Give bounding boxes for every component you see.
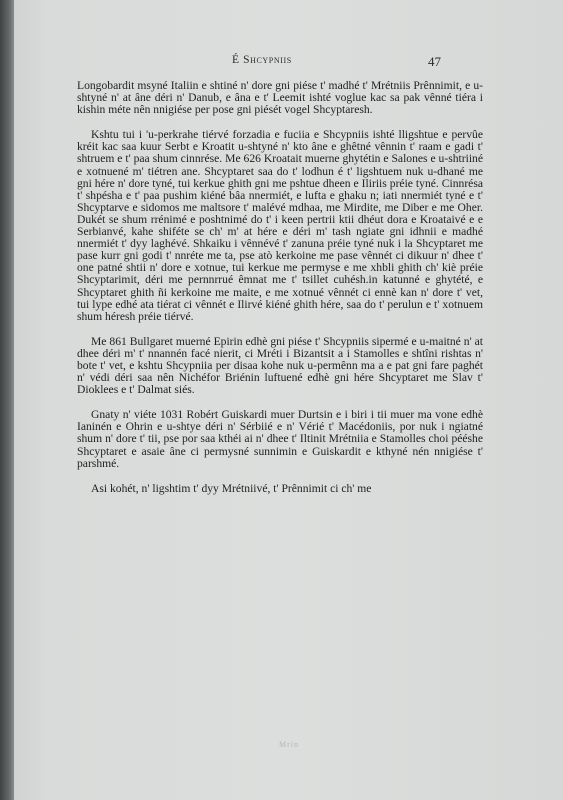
paragraph-4: Gnaty n' viéte 1031 Robért Guiskardi muer Durtsin e i biri i tii muer ma vone edhè Ianinén e Ohrin e u-shtye déri n' Sérbiié e n' Vérié t' Macédoniis, por nuk i ngiatné shum n' dore t' tii, pse por saa kthéi ai n' dhee t' Iltinit Mrétniia e Stamolles choi pééshe Shcyptaret e asaie âne ci permysné sunnimin e Guiskardit e kthyné nén nnigiése t' parshmé. (77, 408, 483, 470)
page-number: 47 (428, 54, 441, 69)
faint-plate-mark: Mrin (279, 740, 299, 749)
body-text (77, 80, 483, 508)
page-header (14, 52, 563, 72)
paragraph-5: Asi kohét, n' ligshtim t' dyy Mrétniivé, t' Prênnimit ci ch' me (91, 481, 372, 495)
book-page (14, 0, 563, 800)
paragraph-3: Me 861 Bullgaret muerné Epirin edhè gni piése t' Shcypniis sipermé e u-maitné n' at dhee déri m' t' nnannén facé nierit, ci Mréti i Bizantsit a i Stamolles e shtîni rishtas n' bote t' vet, e kshtu Shcypniia per disaa kohe nuk u-permênn ma a e pat gni fare paghét n' védi déri saa nên Nichéfor Briénin luftuené edhè gni hére Shcyptaret me Slav t' Dioklees e t' Dalmat siés. (77, 334, 483, 397)
book-spine-shadow (0, 0, 14, 800)
paragraph-1: Longobardit msyné Italiin e shtiné n' dore gni piése t' madhé t' Mrétniis Prênnimit, e u-shtyné n' at âne déri n' Danub, e âna e t' Leemit ishté voglue kac sa pak vênné tiéra i kishin méte nên nnigiése per pose gni piését vogel Shcyptaresh. (77, 79, 483, 117)
paragraph-2: Kshtu tui i 'u-perkrahe tiérvé forzadia e fuciia e Shcypniis ishté lligshtue e pervûe kréit kac saa kuur Serbt e Kroatit u-shtyné n' kto âne e ghêtné vênnin t' raam e gadi t' shtruem e t' paa shum cinnrése. Me 626 Kroatait muerne ghytétin e Salones e u-shtriiné e xotnuené m' tiétren ane. Shcyptaret saa do t' lodhun é t' ligshtuem nuk u-dhané me gni hére n' dore tyné, tui kerkue ghith gni me pshtue dheen e Iliriis préie tyné. Cinnrésa t' shpésha e t' paa pushim kiéné bâa nnermiét, e lufta e ghaku n; iati nnermiét tyné e t' Shcyptarve e sidomos me maltsore t' malévé mdhaa, me Mirdite, me Diber e me Oher. Dukét se shum rrénimé e poshtnimé do t' i keen pertrii ktii dhéut dora e Kroataivé e e Serbianvé, kahe shiféte se ch' m' at hére e déri m' tash ngiate gni idhnii e madhé nnermiét t' dyy laghévé. Shkaiku i vênnévé t' zanuna préie tyné nuk i la Shcyptaret me pase kurr gni godi t' nnréte me ta, pse atò kerkoine me pase vênnét ci dikuur n' dhee t' one patné shtii n' dore e xotnue, tui kerkue me permyse e me xhbli ghith ch' kiè préie Shcyptarimit, déri me pernnrrué êmnat me t' tsillet cuhésh.in katunné e ghytété, e Shcyptaret ghith ñi kerkoine me maite, e me xotnué vênnét ci ennè kan n' dore t' vet, tui lype edhé ata tiérat ci vênnét e Ilirvé kiéné ghith hére, saa do t' perulun e t' xotnuem shum héresh préie tiérvé. (77, 128, 483, 323)
running-head: É Shcypniis (232, 54, 292, 66)
